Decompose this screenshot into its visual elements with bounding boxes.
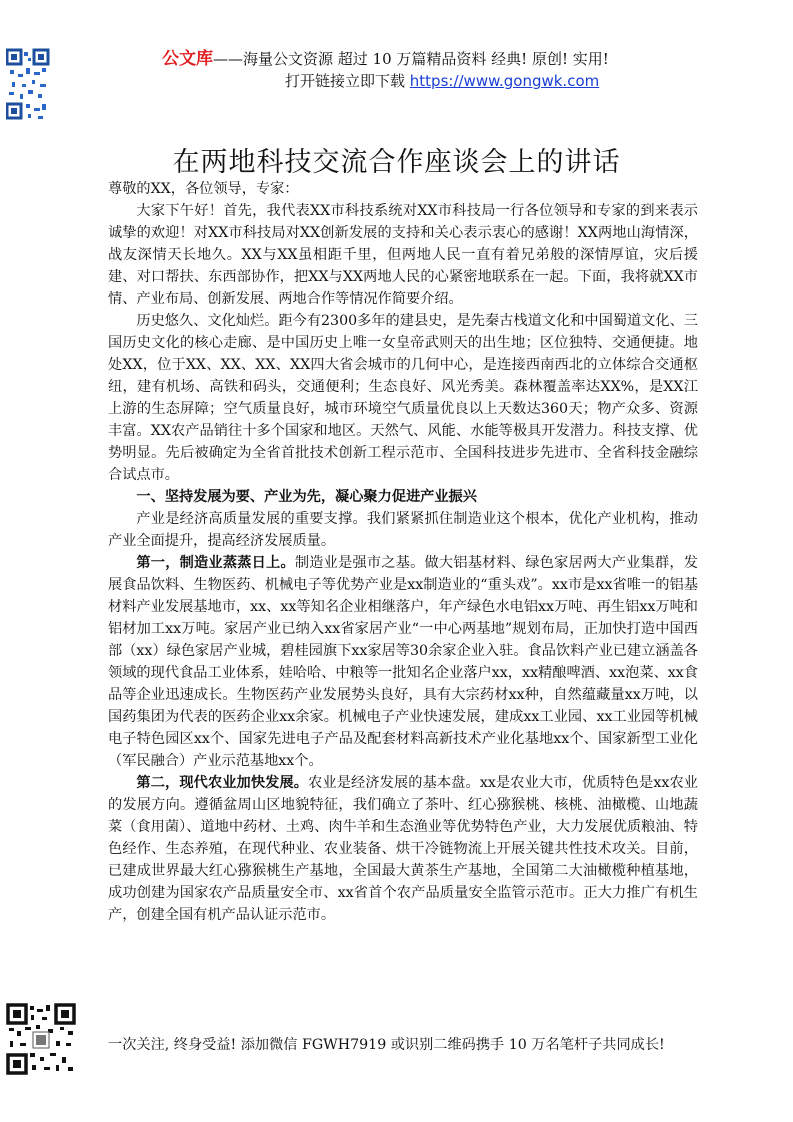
document-title: 在两地科技交流合作座谈会上的讲话 (172, 147, 621, 178)
section-heading-1: 一、坚持发展为要、产业为先，凝心聚力促进产业振兴 (136, 489, 477, 505)
banner-tagline: ——海量公文资源 超过 10 万篇精品资料 经典! 原创! 实用! (213, 50, 609, 68)
banner-line-2 (162, 70, 762, 92)
download-link[interactable]: https://www.gongwk.com (409, 72, 600, 90)
paragraph-manufacturing (108, 552, 698, 772)
paragraph-history: 历史悠久、文化灿烂。距今有2300多年的建县史，是先秦古栈道文化和中国蜀道文化、三国历史文化的核心走廊、是中国历史上唯一女皇帝武则天的出生地；区位独特、交通便捷。地处XX，位于XX、XX、XX、XX四大省会城市的几何中心，是连接西南西北的立体综合交通枢纽，建有机场、高铁和码头，交通便利；生态良好、风光秀美。森林覆盖率达XX%，是XX江上游的生态屏障；空气质量良好，城市环境空气质量优良以上天数达360天；物产众多、资源丰富。XX农产品销往十多个国家和地区。天然气、风能、水能等极具开发潜力。科技支撑、优势明显。先后被确定为全省首批技术创新工程示范市、全国科技进步先进市、全省科技金融综合试点市。 (108, 313, 698, 483)
qr-code-icon (6, 1003, 76, 1075)
paragraph-text: 制造业是强市之基。做大铝基材料、绿色家居两大产业集群，发展食品饮料、生物医药、机械电子等优势产业是xx制造业的“重头戏”。xx市是xx省唯一的铝基材料产业发展基地市，xx、xx等知名企业相继落户，年产绿色水电铝xx万吨、再生铝xx万吨和铝材加工xx万吨。家居产业已纳入xx省家居产业“一中心两基地”规划布局，正加快打造中国西部（xx）绿色家居产业城，碧桂园旗下xx家居等30余家企业入驻。食品饮料产业已建立涵盖各领域的现代食品工业体系，娃哈哈、中粮等一批知名企业落户xx，xx精酿啤酒、xx泡菜、xx食品等企业迅速成长。生物医药产业发展势头良好，具有大宗药材xx种，自然蕴藏量xx万吨，以国药集团为代表的医药企业xx余家。机械电子产业快速发展，建成xx工业园、xx工业园等机械电子特色园区xx个、国家先进电子产品及配套材料高新技术产业化基地xx个、国家新型工业化（军民融合）产业示范基地xx个。 (108, 555, 698, 769)
paragraph-intro: 大家下午好！首先，我代表XX市科技系统对XX市科技局一行各位领导和专家的到来表示诚挚的欢迎！对XX市科技局对XX创新发展的支持和关心表示衷心的感谢！XX两地山海情深，战友深情天长地久。XX与XX虽相距千里，但两地人民一直有着兄弟般的深情厚谊，灾后援建、对口帮扶、东西部协作，把XX与XX两地人民的心紧密地联系在一起。下面，我将就XX市情、产业布局、创新发展、两地合作等情况作简要介绍。 (108, 203, 698, 307)
banner-line-1 (162, 48, 762, 70)
paragraph-industry: 产业是经济高质量发展的重要支撑。我们紧紧抓住制造业这个根本，优化产业机构，推动产业全面提升，提高经济发展质量。 (108, 511, 698, 549)
paragraph-lead: 第二，现代农业加快发展。 (136, 775, 309, 791)
footer-text: 一次关注, 终身受益! 添加微信 FGWH7919 或识别二维码携手 10 万名笔杆子共同成长! (108, 1037, 665, 1053)
document-body (108, 178, 698, 926)
paragraph-lead: 第一，制造业蒸蒸日上。 (136, 555, 295, 571)
paragraph-text: 农业是经济发展的基本盘。xx是农业大市，优质特色是xx农业的发展方向。遵循盆周山区地貌特征，我们确立了茶叶、红心猕猴桃、核桃、油橄榄、山地蔬菜（食用菌）、道地中药材、土鸡、肉牛羊和生态渔业等优势特色产业，大力发展优质粮油、特色经作、生态养殖，在现代种业、农业装备、烘干冷链物流上开展关键共性技术攻关。目前，已建成世界最大红心猕猴桃生产基地，全国最大黄茶生产基地，全国第二大油橄榄种植基地，成功创建为国家农产品质量安全市、xx省首个农产品质量安全监管示范市。正大力推广有机生产，创建全国有机产品认证示范市。 (108, 775, 698, 923)
salutation: 尊敬的XX，各位领导，专家： (108, 181, 299, 197)
header-banner (162, 48, 762, 92)
qr-code-icon (6, 48, 50, 122)
download-text: 打开链接立即下载 (285, 72, 410, 90)
paragraph-agriculture (108, 772, 698, 926)
brand-name: 公文库 (162, 49, 213, 69)
